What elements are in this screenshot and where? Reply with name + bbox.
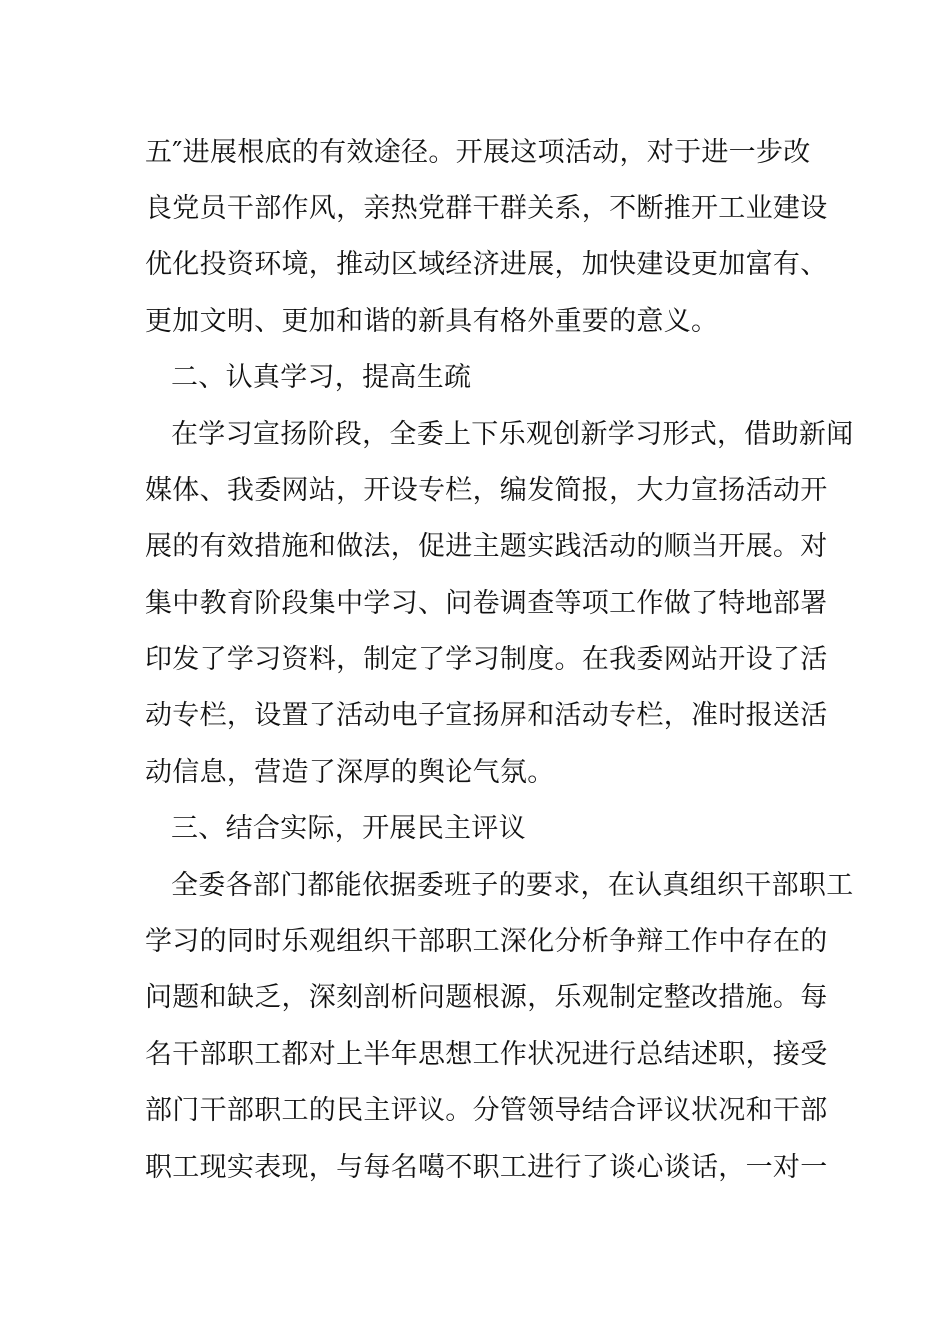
text-line: 优化投资环境，推动区域经济进展，加快建设更加富有、 bbox=[145, 249, 828, 280]
text-line: 职工现实表现，与每名噶不职工进行了谈心谈话，一对一 bbox=[145, 1152, 828, 1183]
text-line: 部门干部职工的民主评议。分管领导结合评议状况和干部 bbox=[145, 1095, 828, 1126]
text-line: 更加文明、更加和谐的新具有格外重要的意义。 bbox=[145, 306, 719, 337]
text-line: 在学习宣扬阶段，全委上下乐观创新学习形式，借助新闻 bbox=[171, 419, 854, 450]
text-line: 媒体、我委网站，开设专栏，编发简报，大力宣扬活动开 bbox=[145, 475, 828, 506]
text-line: 问题和缺乏，深刻剖析问题根源，乐观制定整改措施。每 bbox=[145, 982, 828, 1013]
text-line: 动专栏，设置了活动电子宣扬屏和活动专栏，准时报送活 bbox=[145, 700, 828, 731]
text-line: 展的有效措施和做法，促进主题实践活动的顺当开展。对 bbox=[145, 531, 828, 562]
section-heading: 三、结合实际，开展民主评议 bbox=[171, 813, 526, 844]
text-line: 印发了学习资料，制定了学习制度。在我委网站开设了活 bbox=[145, 644, 828, 675]
text-line: 良党员干部作风，亲热党群干群关系，不断推开工业建设 bbox=[145, 193, 828, 224]
text-line: 动信息，营造了深厚的舆论气氛。 bbox=[145, 757, 555, 788]
section-heading: 二、认真学习，提高生疏 bbox=[171, 362, 472, 393]
text-line: 集中教育阶段集中学习、问卷调查等项工作做了特地部署 bbox=[145, 588, 828, 619]
text-line: 名干部职工都对上半年思想工作状况进行总结述职，接受 bbox=[145, 1039, 828, 1070]
text-line: 五″进展根底的有效途径。开展这项活动，对于进一步改 bbox=[145, 137, 811, 168]
text-line: 全委各部门都能依据委班子的要求，在认真组织干部职工 bbox=[171, 870, 854, 901]
text-line: 学习的同时乐观组织干部职工深化分析争辩工作中存在的 bbox=[145, 926, 828, 957]
